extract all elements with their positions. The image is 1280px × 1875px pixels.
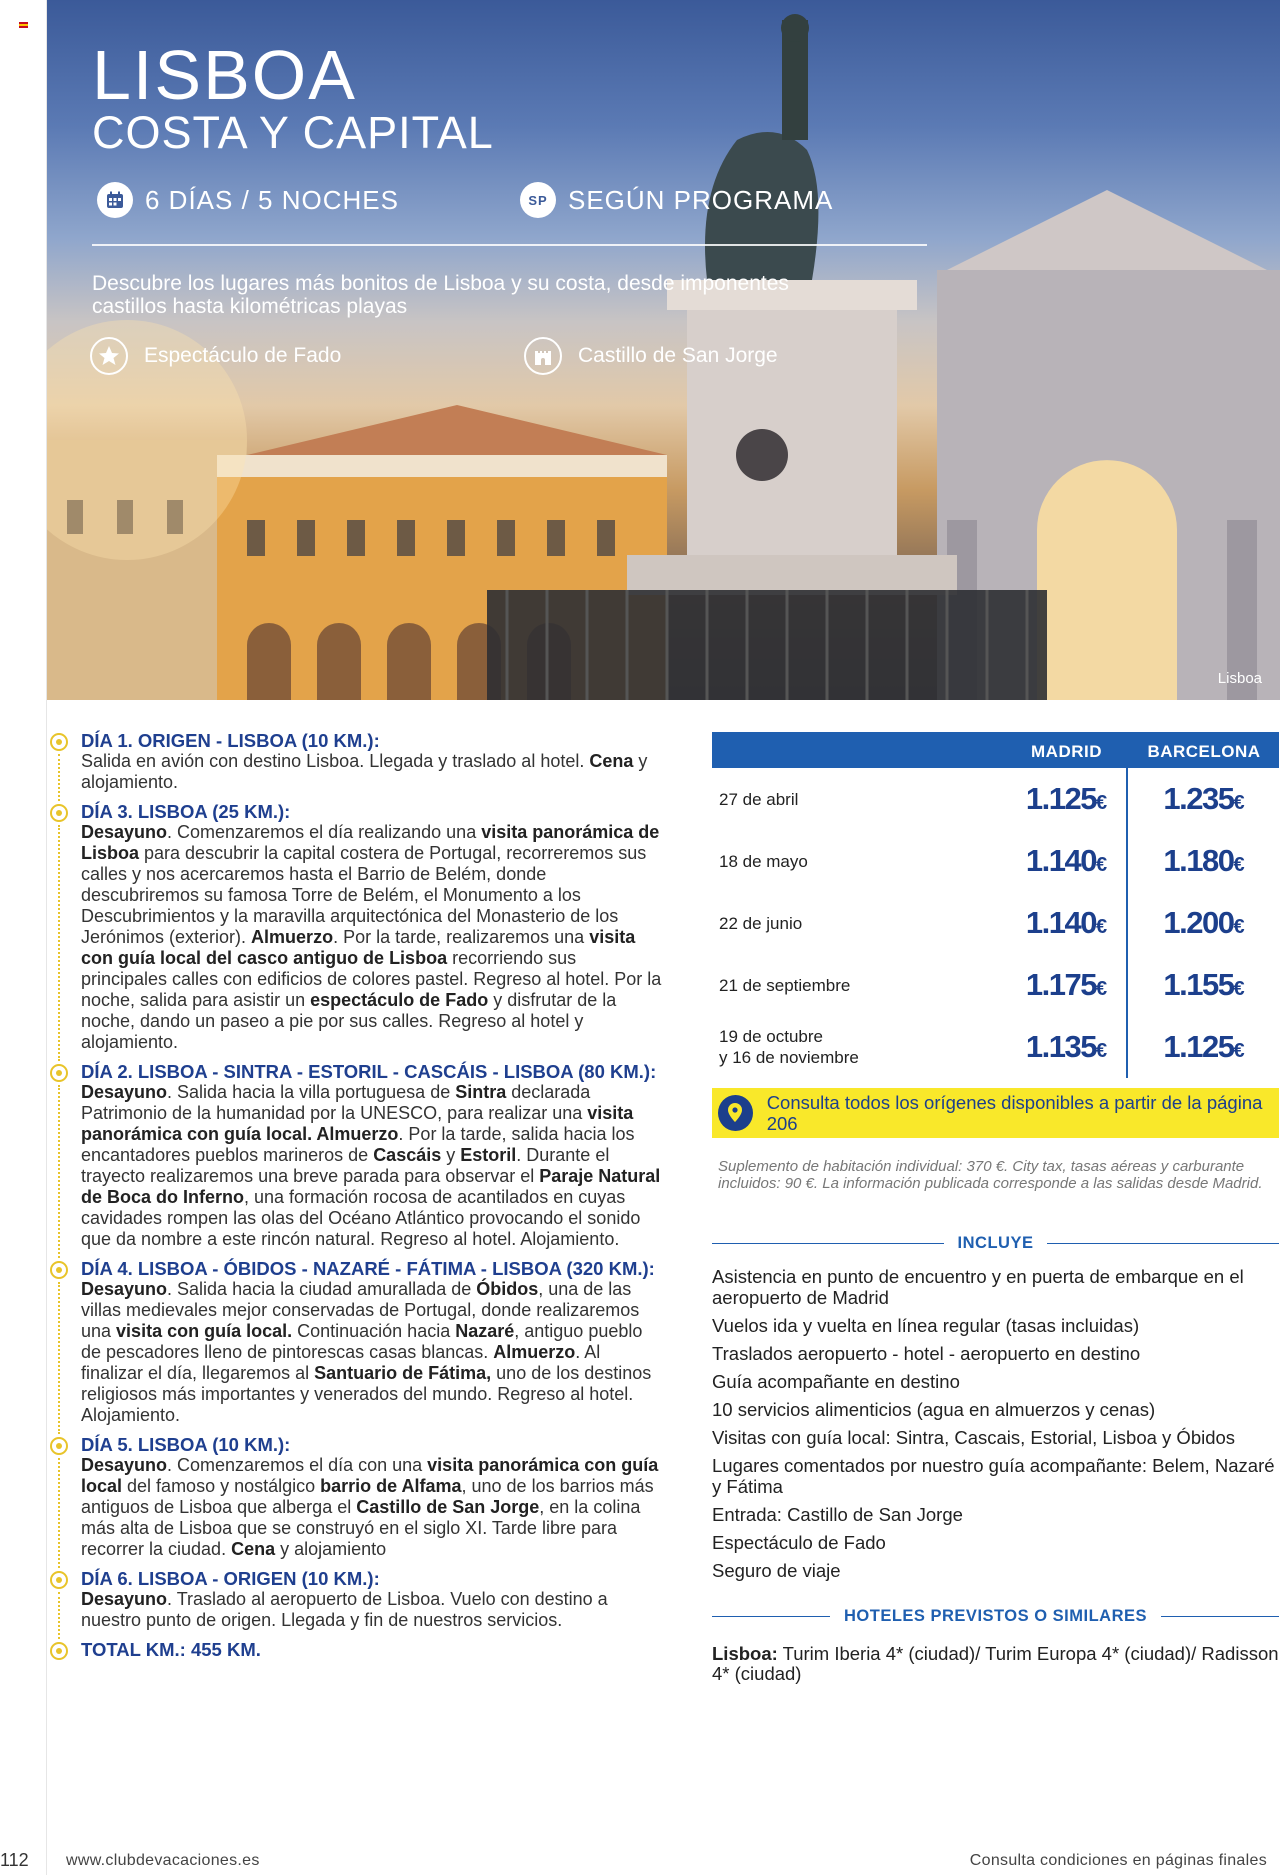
departure-date: 21 de septiembre	[719, 975, 851, 995]
day-title: DÍA 3. LISBOA (25 KM.):	[81, 801, 291, 822]
day-title: DÍA 2. LISBOA - SINTRA - ESTORIL - CASCÁIS - LISBOA (80 KM.):	[81, 1061, 657, 1082]
includes-title: INCLUYE	[957, 1233, 1034, 1252]
price-table-body	[712, 768, 1279, 1078]
header-madrid: MADRID	[1031, 742, 1102, 761]
include-item: Guía acompañante en destino	[712, 1371, 960, 1392]
photo-caption: Lisboa	[1217, 670, 1262, 687]
feature-label: Castillo de San Jorge	[578, 344, 778, 367]
day-text: Desayuno. Salida hacia la villa portuguesa de Sintra declarada Patrimonio de la humanidad por la UNESCO, para realizar una visita panorámica con guía local. Almuerzo. Por la tarde, salida hacia los encantadores pueblos marineros de Cascáis y Estoril. Durante el trayecto realizaremos una breve parada para observar el Paraje Natural de Boca do Inferno, una formación rocosa de acantilados en cuyas cavidades rompen las olas del Océano Atlántico provocando el sonido que da nombre a este rincón natural. Regreso al hotel. Alojamiento.	[81, 1082, 661, 1249]
day-text: Desayuno. Comenzaremos el día con una visita panorámica con guía local del famoso y nostálgico barrio de Alfama, uno de los barrios más antiguos de Lisboa que alberga el Castillo de San Jorge, en la colina más alta de Lisboa que se construyó en el siglo XI. Tarde libre para recorrer la ciudad. Cena y alojamiento	[81, 1455, 659, 1559]
include-item: Entrada: Castillo de San Jorge	[712, 1504, 963, 1525]
price-barcelona: 1.235€	[1163, 781, 1245, 816]
price-madrid: 1.125€	[1025, 781, 1108, 816]
bullet-icon	[50, 1642, 68, 1660]
departure-date: 27 de abril	[719, 789, 799, 809]
hotel-city: Lisboa:	[712, 1643, 778, 1664]
conditions-note: Consulta condiciones en páginas finales	[969, 1852, 1267, 1869]
location-pin-icon	[718, 1095, 753, 1131]
hotels-heading	[712, 1605, 1279, 1627]
bullet-icon	[50, 1261, 68, 1279]
feature-fado	[90, 337, 341, 375]
price-madrid: 1.140€	[1025, 843, 1108, 878]
program-badge	[520, 182, 833, 218]
price-row	[712, 954, 1279, 1016]
day-title: DÍA 4. LISBOA - ÓBIDOS - NAZARÉ - FÁTIMA - LISBOA (320 KM.):	[81, 1258, 655, 1279]
bullet-icon	[50, 1064, 68, 1082]
feature-label: Espectáculo de Fado	[144, 344, 342, 367]
castle-icon	[524, 337, 562, 375]
include-item: 10 servicios alimenticios (agua en almuerzos y cenas)	[712, 1399, 1156, 1420]
day-text: Desayuno. Salida hacia la ciudad amurallada de Óbidos, una de las villas medievales mejor conservadas de Portugal, donde realizaremos una visita con guía local. Continuación hacia Nazaré, antiguo pueblo de pescadores lleno de pintorescas casas blancas. Almuerzo. Al finalizar el día, llegaremos al Santuario de Fátima, uno de los destinos religiosos más importantes y venerados del mundo. Regreso al hotel. Alojamiento.	[81, 1279, 652, 1425]
include-item: Visitas con guía local: Sintra, Cascais, Estorial, Lisboa y Óbidos	[712, 1427, 1236, 1448]
website-link[interactable]: www.clubdevacaciones.es	[66, 1852, 260, 1869]
include-item: Vuelos ida y vuelta en línea regular (tasas incluidas)	[712, 1315, 1140, 1336]
include-item: Espectáculo de Fado	[712, 1532, 886, 1553]
price-madrid: 1.140€	[1025, 905, 1108, 940]
price-table	[712, 732, 1279, 1078]
price-barcelona: 1.200€	[1163, 905, 1245, 940]
origins-banner[interactable]	[712, 1088, 1279, 1138]
price-table-header	[712, 732, 1279, 768]
bullet-icon	[50, 1437, 68, 1455]
duration-badge	[97, 182, 399, 218]
supplement-note: Suplemento de habitación individual: 370 €. City tax, tasas aéreas y carburante incluidos: 90 €. La información publicada corresponde a las salidas desde Madrid.	[718, 1158, 1263, 1192]
price-barcelona: 1.125€	[1163, 1029, 1245, 1064]
spain-flag-icon	[19, 22, 28, 28]
departure-date: 19 de octubre y 16 de noviembre	[719, 1027, 859, 1067]
total-km	[47, 1639, 667, 1661]
page-number: 112	[0, 1850, 29, 1870]
include-item: Seguro de viaje	[712, 1560, 841, 1581]
total-km-text: TOTAL KM.: 455 KM.	[81, 1639, 261, 1660]
itinerary-day	[47, 1568, 667, 1631]
origins-banner-text: Consulta todos los orígenes disponibles a partir de la página 206	[766, 1092, 1263, 1134]
hotels-title: HOTELES PREVISTOS O SIMILARES	[844, 1606, 1147, 1625]
hero-section	[47, 0, 1280, 700]
price-row	[712, 892, 1279, 954]
trip-subtitle: COSTA Y CAPITAL	[92, 107, 494, 158]
price-barcelona: 1.180€	[1163, 843, 1245, 878]
includes-list	[712, 1266, 1280, 1588]
itinerary-day	[47, 1258, 667, 1426]
include-item: Traslados aeropuerto - hotel - aeropuerto en destino	[712, 1343, 1141, 1364]
hotels-list	[712, 1644, 1280, 1684]
trip-description: Descubre los lugares más bonitos de Lisboa y su costa, desde imponentes castillos hasta kilométricas playas	[92, 272, 789, 318]
header-barcelona: BARCELONA	[1147, 742, 1261, 761]
left-rail	[0, 0, 47, 1875]
hotel-names: Turim Iberia 4* (ciudad)/ Turim Europa 4* (ciudad)/ Radisson 4* (ciudad)	[712, 1643, 1279, 1684]
day-text: Desayuno. Comenzaremos el día realizando una visita panorámica de Lisboa para descubrir la capital costera de Portugal, recorreremos sus calles y nos acercaremos hasta el Barrio de Belém, donde descubriremos su famosa Torre de Belém, el Monumento a los Descubrimientos y la maravilla arquitectónica del Monasterio de los Jerónimos (exterior). Almuerzo. Por la tarde, realizaremos una visita con guía local del casco antiguo de Lisboa recorriendo sus principales calles con edificios de colores pastel. Regreso al hotel. Por la noche, salida para asistir un espectáculo de Fado y disfrutar de la noche, dando un paseo a pie por sus calles. Regreso al hotel y alojamiento.	[81, 822, 662, 1052]
bullet-icon	[50, 1571, 68, 1589]
price-row	[712, 830, 1279, 892]
itinerary-day	[47, 801, 667, 1053]
bullet-icon	[50, 804, 68, 822]
duration-text: 6 DÍAS / 5 NOCHES	[145, 184, 399, 215]
trip-title: LISBOA	[92, 36, 357, 114]
include-item: Lugares comentados por nuestro guía acompañante: Belem, Nazaré y Fátima	[712, 1455, 1275, 1497]
price-madrid: 1.175€	[1025, 967, 1108, 1002]
itinerary-day	[47, 730, 667, 793]
itinerary-day	[47, 1061, 667, 1250]
sp-icon: SP	[520, 182, 556, 218]
price-madrid: 1.135€	[1025, 1029, 1108, 1064]
departure-date: 22 de junio	[719, 913, 803, 933]
itinerary-day	[47, 1434, 667, 1560]
departure-date: 18 de mayo	[719, 851, 808, 871]
program-text: SEGÚN PROGRAMA	[568, 184, 834, 215]
day-title: DÍA 1. ORIGEN - LISBOA (10 KM.):	[81, 730, 380, 751]
hero-divider	[92, 244, 927, 246]
price-barcelona: 1.155€	[1163, 967, 1245, 1002]
day-title: DÍA 6. LISBOA - ORIGEN (10 KM.):	[81, 1568, 380, 1589]
include-item: Asistencia en punto de encuentro y en puerta de embarque en el aeropuerto de Madrid	[712, 1266, 1244, 1308]
day-text: Salida en avión con destino Lisboa. Llegada y traslado al hotel. Cena y alojamiento.	[81, 751, 648, 792]
star-icon	[90, 337, 128, 375]
price-row	[712, 1016, 1279, 1078]
day-text: Desayuno. Traslado al aeropuerto de Lisboa. Vuelo con destino a nuestro punto de origen. Llegada y fin de nuestros servicios.	[81, 1589, 608, 1630]
bullet-icon	[50, 733, 68, 751]
includes-heading	[712, 1232, 1279, 1254]
itinerary	[47, 730, 667, 1661]
calendar-icon	[97, 182, 133, 218]
price-row	[712, 768, 1279, 830]
day-title: DÍA 5. LISBOA (10 KM.):	[81, 1434, 291, 1455]
feature-castle	[524, 337, 778, 375]
